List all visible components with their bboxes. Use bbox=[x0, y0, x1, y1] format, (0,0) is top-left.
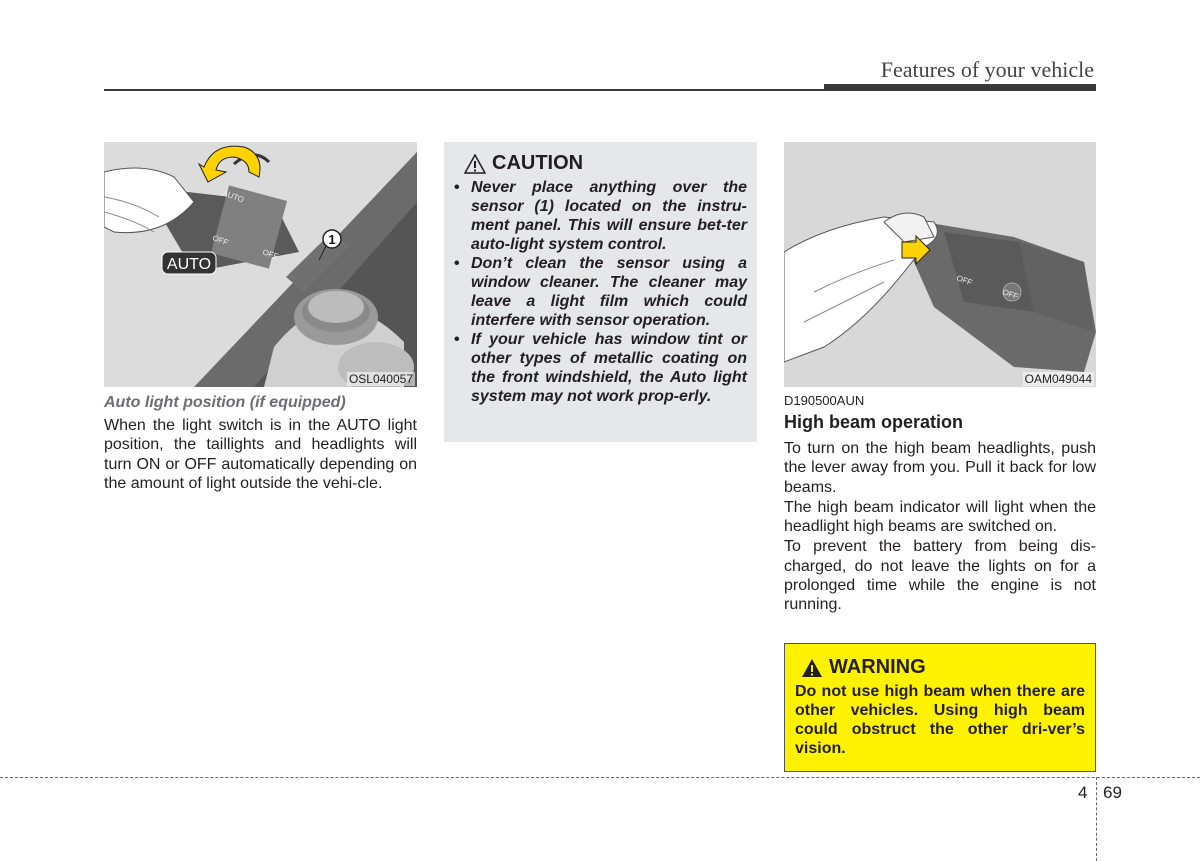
header-rule-accent bbox=[824, 84, 1096, 91]
page-number: 69 bbox=[1103, 783, 1122, 802]
chapter-number: 4 bbox=[1078, 783, 1088, 802]
auto-callout: AUTO bbox=[166, 256, 212, 273]
auto-light-illustration bbox=[104, 142, 417, 387]
high-beam-figure bbox=[784, 142, 1096, 387]
high-beam-heading: High beam operation bbox=[784, 412, 964, 432]
caution-item-text: Never place anything over the sensor (1) located on the instru-ment panel. This will ensure bet-ter auto-light system control. bbox=[471, 179, 747, 253]
caution-item-text: Don’t clean the sensor using a window cleaner. The cleaner may leave a light film which could interfere with sensor operation. bbox=[471, 255, 747, 329]
auto-light-figure bbox=[104, 142, 417, 387]
caution-item: • Never place anything over the sensor (1) located on the instru-ment panel. This will ensure bet-ter auto-light system control. bbox=[454, 179, 747, 253]
caution-item-text: If your vehicle has window tint or other types of metallic coating on the front windshield, the Auto light system may not work prop-erly. bbox=[471, 331, 747, 405]
high-beam-paragraph: The high beam indicator will light when the headlight high beams are switched on. bbox=[784, 498, 1096, 536]
warning-box bbox=[784, 643, 1096, 772]
warning-triangle-icon bbox=[801, 658, 823, 678]
section-title: Features of your vehicle bbox=[880, 57, 1094, 82]
switch-label-off-2: OFF bbox=[261, 247, 280, 262]
switch-label-off-1: OFF bbox=[211, 233, 230, 248]
high-beam-body bbox=[784, 439, 1096, 616]
switch-label-off-2: OFF bbox=[1001, 287, 1020, 302]
figure-caption: Auto light position (if equipped) bbox=[104, 394, 346, 411]
sensor-callout-number: 1 bbox=[328, 232, 336, 247]
warning-title: WARNING bbox=[829, 656, 926, 678]
high-beam-paragraph: To prevent the battery from being dis-charged, do not leave the lights on for a prolonged time while the engine is not running. bbox=[784, 538, 1096, 614]
warning-triangle-icon bbox=[464, 154, 486, 174]
auto-light-paragraph: When the light switch is in the AUTO light position, the taillights and headlights will turn ON or OFF automatically depending on the amount of light outside the vehi-cle. bbox=[104, 417, 417, 492]
caution-item: • If your vehicle has window tint or other types of metallic coating on the front windshield, the Auto light system may not work prop-erly. bbox=[454, 331, 747, 405]
caution-list bbox=[454, 178, 747, 406]
figure-code: OAM049044 bbox=[1024, 372, 1092, 386]
footer-divider bbox=[1096, 777, 1097, 861]
warning-header bbox=[801, 656, 1085, 679]
doc-code: D190500AUN bbox=[784, 393, 865, 408]
caution-item: • Don’t clean the sensor using a window cleaner. The cleaner may leave a light film which could interfere with sensor operation. bbox=[454, 255, 747, 329]
figure-code: OSL040057 bbox=[348, 372, 413, 386]
caution-header bbox=[464, 152, 747, 175]
high-beam-paragraph: To turn on the high beam headlights, push the lever away from you. Pull it back for low beams. bbox=[784, 440, 1096, 496]
caution-box bbox=[444, 142, 757, 442]
caution-title: CAUTION bbox=[492, 152, 584, 174]
switch-label-auto: AUTO bbox=[221, 188, 246, 205]
high-beam-illustration bbox=[784, 142, 1096, 387]
warning-text: Do not use high beam when there are other vehicles. Using high beam could obstruct the other dri-ver’s vision. bbox=[795, 683, 1085, 757]
header-rule bbox=[104, 89, 824, 91]
footer-rule bbox=[0, 777, 1200, 778]
switch-label-off-1: OFF bbox=[955, 273, 974, 288]
